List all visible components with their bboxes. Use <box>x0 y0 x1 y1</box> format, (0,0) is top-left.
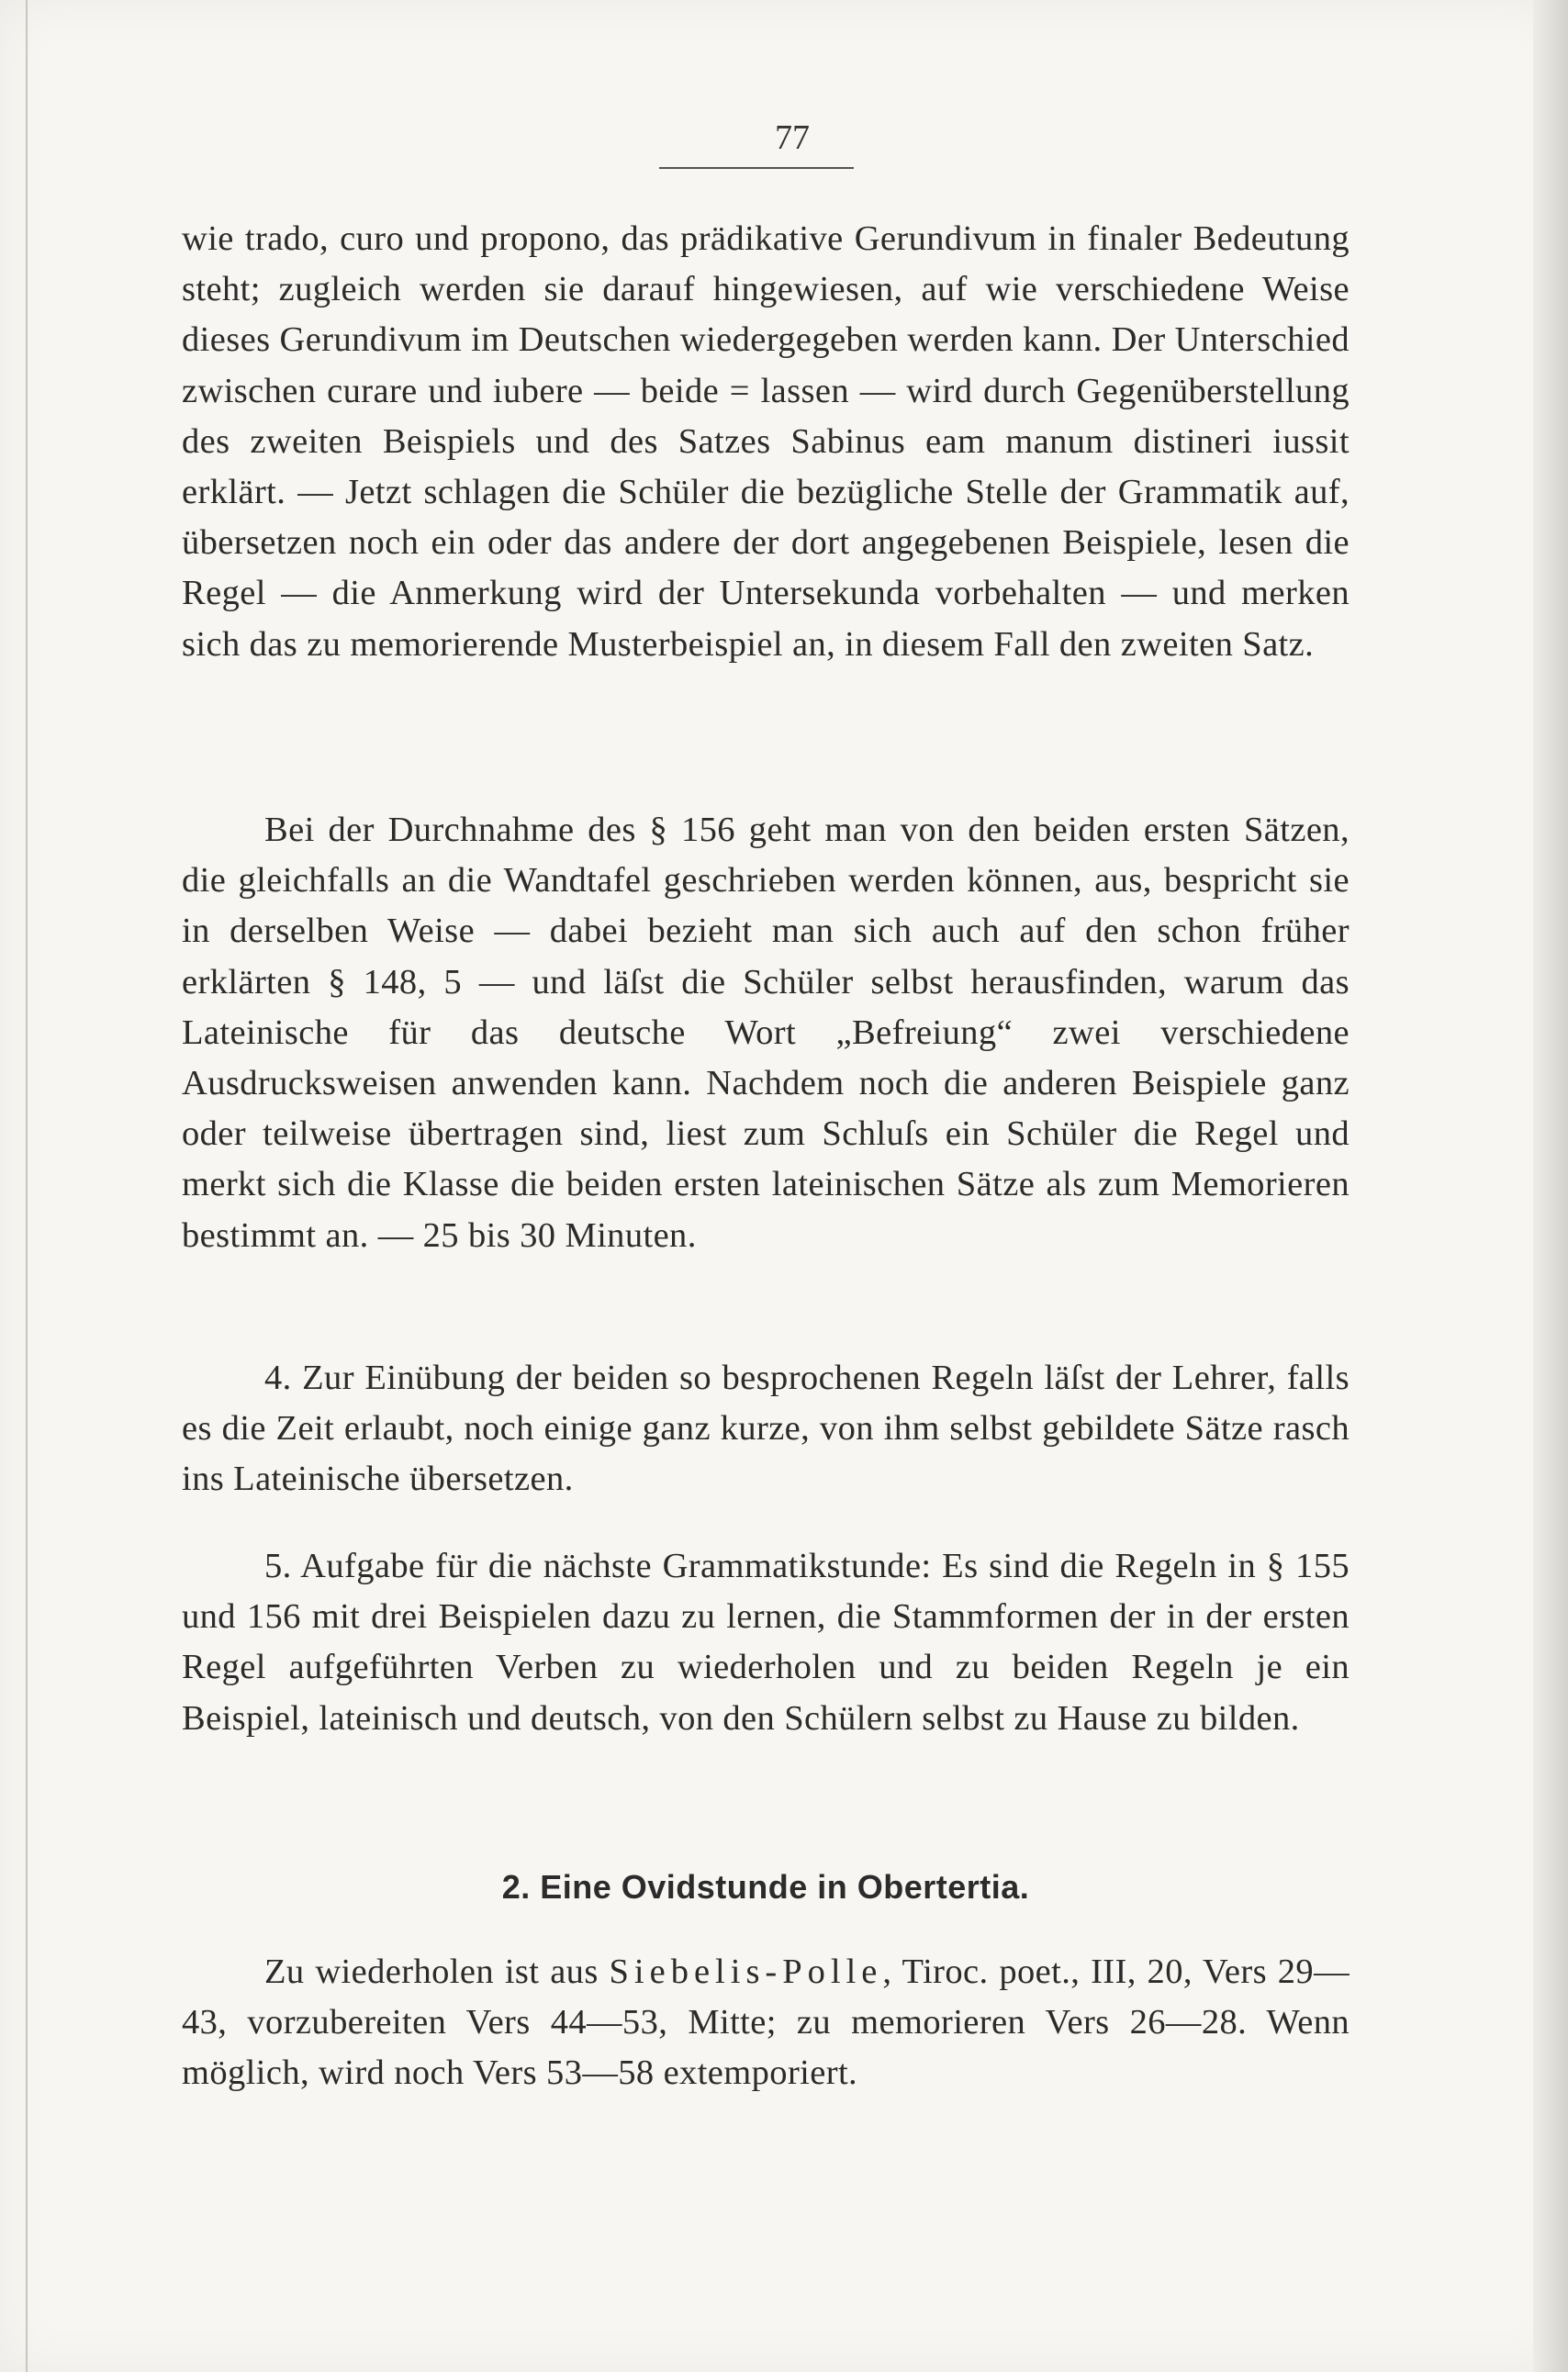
author-name-spaced: Siebelis-Polle <box>609 1952 883 1991</box>
paragraph-5-text-before: Zu wiederholen ist aus <box>264 1952 610 1991</box>
paragraph-5-text-after: , Tiroc. poet., III, 20, Vers 29—43, vorzubereiten Vers 44—53, Mitte; zu memorieren Vers 26—28. Wenn möglich, wird noch Vers 53—58 extemporiert. <box>182 1952 1350 2093</box>
paragraph-2: Bei der Durchnahme des § 156 geht man von den beiden ersten Sätzen, die gleichfalls an die Wandtafel geschrieben werden können, aus, bespricht sie in derselben Weise — dabei bezieht man sich auch auf den schon früher erklärten § 148, 5 — und läſst die Schüler selbst herausfinden, warum das Lateinische für das deutsche Wort „Befreiung“ zwei verschiedene Ausdrucksweisen anwenden kann. Nachdem noch die anderen Beispiele ganz oder teilweise übertragen sind, liest zum Schluſs ein Schüler die Regel und merkt sich die Klasse die beiden ersten lateinischen Sätze als zum Memorieren bestimmt an. — 25 bis 30 Minuten. <box>182 811 1350 1255</box>
paragraph-3: 4. Zur Einübung der beiden so besprochenen Regeln läſst der Lehrer, falls es die Zeit erlaubt, noch einige ganz kurze, von ihm selbst gebildete Sätze rasch ins Lateinische übersetzen. <box>182 1359 1350 1499</box>
page-edge-shadow <box>1533 0 1568 2372</box>
paragraph-4: 5. Aufgabe für die nächste Grammatikstunde: Es sind die Regeln in § 155 und 156 mit drei Beispielen dazu zu lernen, die Stammformen der in der ersten Regel aufgeführten Verben zu wiederholen und zu beiden Regeln je ein Beispiel, lateinisch und deutsch, von den Schülern selbst zu Hause zu bilden. <box>182 1547 1350 1738</box>
page-binding-edge <box>26 0 28 2372</box>
section-heading: 2. Eine Ovidstunde in Obertertia. <box>501 1868 1030 1906</box>
paragraph-5 <box>182 1947 1350 2099</box>
page-number: 77 <box>775 118 810 157</box>
page-number-rule <box>659 167 854 169</box>
paragraph-1: wie trado, curo und propono, das prädikative Gerundivum in finaler Bedeutung steht; zugleich werden sie darauf hingewiesen, auf wie verschiedene Weise dieses Gerundivum im Deutschen wiedergegeben werden kann. Der Unterschied zwischen curare und iubere — beide = lassen — wird durch Gegenüberstellung des zweiten Beispiels und des Satzes Sabinus eam manum distineri iussit erklärt. — Jetzt schlagen die Schüler die bezügliche Stelle der Grammatik auf, übersetzen noch ein oder das andere der dort angegebenen Beispiele, lesen die Regel — die Anmerkung wird der Untersekunda vorbehalten — und merken sich das zu memorierende Musterbeispiel an, in diesem Fall den zweiten Satz. <box>182 219 1350 664</box>
